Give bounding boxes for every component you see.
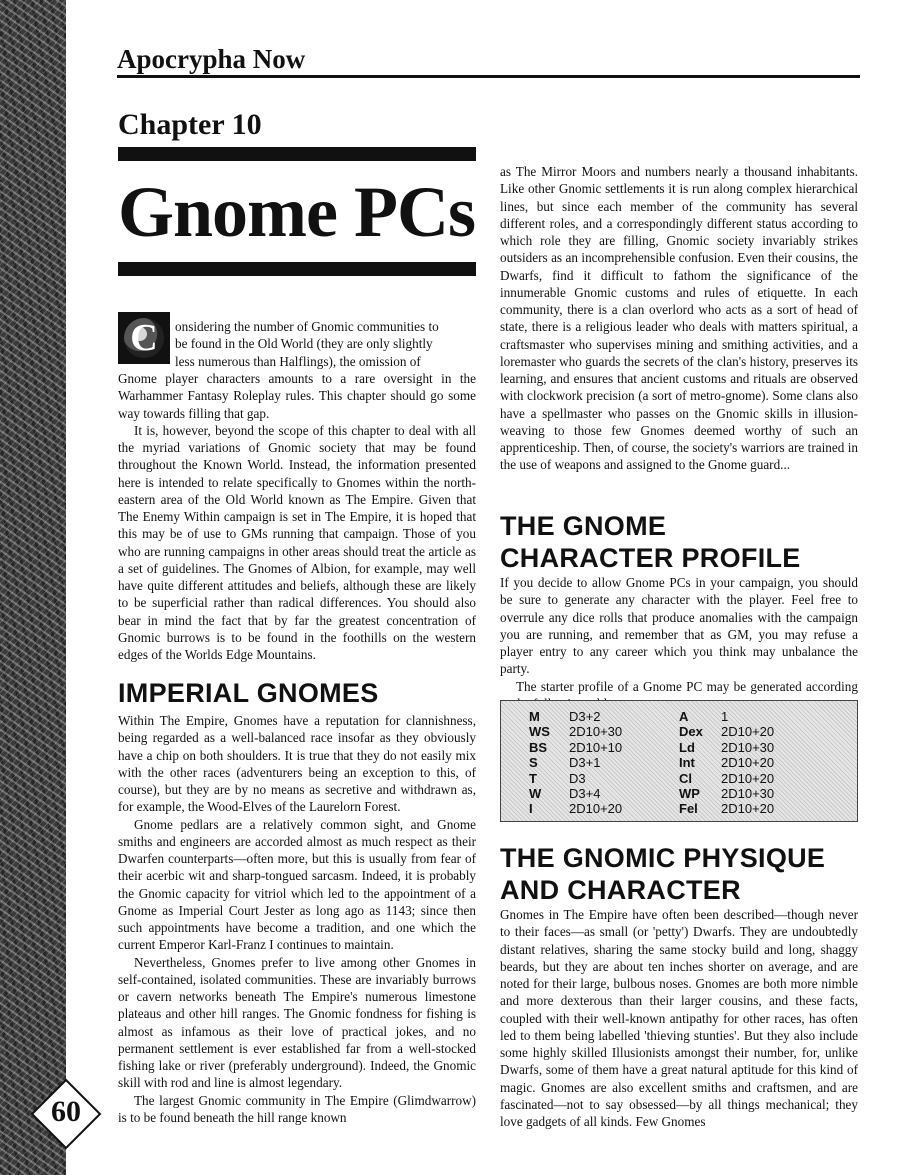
profile-stat-table <box>529 709 811 817</box>
heading-physique-line-2: AND CHARACTER <box>500 875 741 905</box>
heading-profile-line-1: THE GNOME <box>500 511 667 541</box>
stat-value: 2D10+20 <box>721 801 775 817</box>
imperial-paragraph-4: The largest Gnomic community in The Empire (Glimdwarrow) is to be found beneath the hill range known <box>118 1092 476 1125</box>
physique-paragraph-1: Gnomes in The Empire have often been described—though never to their faces—as small (or 'petty') Dwarfs. They are undoubtedly distant relatives, sharing the same stocky build and long, shaggy beards, but they are about ten inches shorter on average, and are noted for their large, bulbous noses. Gnomes are both more nimble and more dexterous than their larger cousins, and these facts, coupled with their well-known antipathy for other races, has often led to them being labelled 'thieving stunties'. But they also include some highly skilled Illusionists amongst their number, for, unlike Dwarfs, some of them have a great natural aptitude for this kind of magic. Gnomes are also excellent smiths and craftsmen, and are fascinated—not to say obsessed—by all things mechanical; they love gadgets of all kinds. Few Gnomes <box>500 907 858 1129</box>
page-number: 60 <box>51 1095 81 1128</box>
stat-row <box>529 801 811 816</box>
dropcap <box>118 312 170 364</box>
title-bar-bottom <box>118 262 476 276</box>
stat-value: D3+2 <box>569 709 601 724</box>
stat-label: Fel <box>679 801 698 817</box>
stat-label: Ld <box>679 739 695 755</box>
imperial-body <box>118 712 476 1126</box>
intro-paragraph-2: It is, however, beyond the scope of this chapter to deal with all the myriad variations of Gnomic society that may be found throughout the Known World. Instead, the information presented here is intended to relate specifically to Gnomes within the north-eastern area of the Old World known as The Empire. Given that The Enemy Within campaign is set in The Empire, it is hoped that this may be of use to GMs running that campaign. Those of you who are running campaigns in other areas should treat the article as a set of guidelines. The Gnomes of Albion, for example, may well have quite different attitudes and beliefs, although these are likely to be superficial rather than radical differences. You should also bear in mind the fact that by far the greatest concentration of Gnomic burrows is to be found in the foothills on the western edges of the Worlds Edge Mountains. <box>118 422 476 662</box>
imperial-paragraph-2: Gnome pedlars are a relatively common sight, and Gnome smiths and engineers are accorded almost as much respect as their Dwarfen counterparts—often more, but this is usually from fear of their acerbic wit and sharp-tongued sarcasm. Indeed, it is probably the Gnomic capacity for vitriol which led to the appointment of a Gnome as Imperial Court Jester as long ago as 1143; since then such appointments have become a tradition, and one which the current Emperor Karl-Franz I continues to maintain. <box>118 816 476 953</box>
right-top-body <box>500 163 858 474</box>
physique-body <box>500 906 858 1130</box>
header-rule <box>117 75 860 78</box>
stat-value: 2D10+30 <box>569 724 623 740</box>
intro-line-3: less numerous than Halflings), the omission of <box>175 353 421 369</box>
title-bar-top <box>118 147 476 161</box>
profile-paragraph-1: If you decide to allow Gnome PCs in your campaign, you should be sure to generate any character with the player. Feel free to overrule any dice rolls that produce anomalies with the campaign you are running, and remember that as GM, you may refuse a player entry to any career which you think may unbalance the party. <box>500 575 858 677</box>
stat-value: D3+4 <box>569 786 601 802</box>
stat-value: D3+1 <box>569 755 601 771</box>
heading-imperial-gnomes: IMPERIAL GNOMES <box>118 678 379 708</box>
running-header: Apocrypha Now <box>117 44 306 74</box>
stat-value: 2D10+20 <box>721 770 775 786</box>
profile-stat-table-box <box>500 700 858 822</box>
stat-label: I <box>529 801 533 817</box>
intro-line-2: be found in the Old World (they are only slightly <box>175 336 433 352</box>
heading-profile-line-2: CHARACTER PROFILE <box>500 543 801 573</box>
stat-label: WP <box>679 786 700 802</box>
stat-label: Cl <box>679 770 692 786</box>
heading-character-profile <box>500 510 801 574</box>
stat-label: A <box>679 709 689 724</box>
heading-physique <box>500 842 825 906</box>
profile-body <box>500 574 858 712</box>
intro-paragraph-1: Gnome player characters amounts to a rare oversight in the Warhammer Fantasy Roleplay rules. This chapter should go some way towards filling that gap. <box>118 371 476 421</box>
stat-row <box>529 740 811 755</box>
intro-body <box>118 370 476 663</box>
stat-value: 2D10+30 <box>721 739 775 755</box>
dropcap-letter: C <box>130 317 158 359</box>
stat-label: M <box>529 709 540 724</box>
stat-row <box>529 709 811 724</box>
page-number-badge <box>30 1078 102 1150</box>
heading-physique-line-1: THE GNOMIC PHYSIQUE <box>500 843 826 873</box>
stat-label: S <box>529 755 538 771</box>
page-title: Gnome PCs <box>118 172 475 252</box>
stat-label: WS <box>529 724 550 740</box>
chapter-label: Chapter 10 <box>118 108 262 141</box>
stat-label: T <box>529 770 537 786</box>
stat-value: 2D10+30 <box>721 786 775 802</box>
stat-value: 1 <box>721 709 729 724</box>
stat-label: Int <box>679 755 695 771</box>
stat-value: 2D10+10 <box>569 739 623 755</box>
stat-label: Dex <box>679 724 703 740</box>
stat-row <box>529 771 811 786</box>
stat-value: 2D10+20 <box>721 724 775 740</box>
stat-row <box>529 755 811 770</box>
imperial-paragraph-1: Within The Empire, Gnomes have a reputation for clannishness, being regarded as a well-balanced race insofar as they obviously have a chip on both shoulders. It is true that they do not easily mix with the other races (adventurers being an exception to this, of course), but they are by no means as secretive and withdrawn as, for example, the Wood-Elves of the Laurelorn Forest. <box>118 713 476 815</box>
textured-page-edge <box>0 0 66 1175</box>
stat-row <box>529 786 811 801</box>
stat-value: D3 <box>569 770 586 786</box>
profile-paragraph-2: The starter profile of a Gnome PC may be generated according <box>516 678 858 694</box>
stat-label: W <box>529 786 542 802</box>
right-continued-paragraph: as The Mirror Moors and numbers nearly a thousand inhabitants. Like other Gnomic settlements it is run along complex hierarchical lines, but since each member of the community has several different roles, and a correspondingly different status according to which role they are filling, Gnomic society invariably strikes outsiders as an incomprehensible confusion. Even their cousins, the Dwarfs, find it difficult to fathom the significance of the innumerable Gnomic customs and rules of etiquette. In each community, there is a clan overlord who acts as a sort of head of state, there is a religious leader who deals with matters spiritual, a craftsmaster who supervises mining and smithing activities, and a loremaster who guards the secrets of the clan's history, preserves its learning, and ensures that ancient customs and rituals are observed with clockwork precision (a sort of metro-gnome). Some clans also have a spellmaster who passes on the Gnomic skills in illusion-weaving to those few Gnomes deemed worthy of such an apprenticeship. Then, of course, the society's warriors are trained in the use of weapons and assigned to the Gnome guard... <box>500 164 858 473</box>
intro-line-1: onsidering the number of Gnomic communities to <box>175 319 439 334</box>
stat-value: 2D10+20 <box>721 755 775 771</box>
imperial-paragraph-3: Nevertheless, Gnomes prefer to live among other Gnomes in self-contained, isolated communities. These are invariably burrows or cavern networks beneath The Empire's numerous limestone plateaus and other hill ranges. The Gnomic fondness for fishing is almost as infamous as their love of practical jokes, and no permanent settlement is ever established far from a well-stocked fishing lake or river (preferably underground). Indeed, the Gnomic skill with rod and line is almost legendary. <box>118 954 476 1091</box>
stat-row <box>529 724 811 739</box>
stat-label: BS <box>529 739 548 755</box>
intro-dropcap-lines <box>175 318 476 370</box>
stat-value: 2D10+20 <box>569 801 623 817</box>
